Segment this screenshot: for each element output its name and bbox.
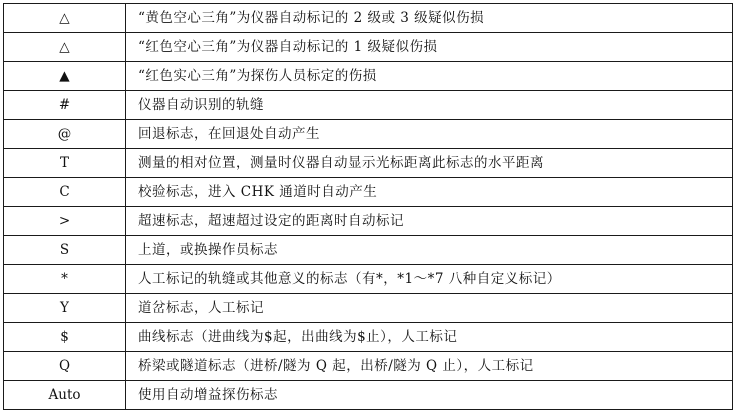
table-row	[4, 381, 733, 410]
table-row	[4, 265, 733, 294]
symbol-cell: ▲	[4, 62, 126, 91]
description-cell: “红色空心三角”为仪器自动标记的 1 级疑似伤损	[126, 33, 733, 62]
description-cell: 回退标志，在回退处自动产生	[126, 120, 733, 149]
description-cell: 测量的相对位置，测量时仪器自动显示光标距离此标志的水平距离	[126, 149, 733, 178]
table-row	[4, 352, 733, 381]
description-cell: 曲线标志（进曲线为$起，出曲线为$止），人工标记	[126, 323, 733, 352]
symbol-cell: $	[4, 323, 126, 352]
description-cell: 超速标志，超速超过设定的距离时自动标记	[126, 207, 733, 236]
table-row	[4, 207, 733, 236]
description-cell: “红色实心三角”为探伤人员标定的伤损	[126, 62, 733, 91]
description-cell: 道岔标志，人工标记	[126, 294, 733, 323]
description-cell: “黄色空心三角”为仪器自动标记的 2 级或 3 级疑似伤损	[126, 4, 733, 33]
description-cell: 仪器自动识别的轨缝	[126, 91, 733, 120]
symbol-cell: T	[4, 149, 126, 178]
symbol-legend-table	[3, 3, 733, 410]
table-row	[4, 294, 733, 323]
symbol-cell: Y	[4, 294, 126, 323]
symbol-cell: #	[4, 91, 126, 120]
symbol-cell: *	[4, 265, 126, 294]
table-row	[4, 323, 733, 352]
table-row	[4, 149, 733, 178]
symbol-cell: △	[4, 4, 126, 33]
symbol-cell: >	[4, 207, 126, 236]
table-row	[4, 62, 733, 91]
table-row	[4, 120, 733, 149]
table-row	[4, 178, 733, 207]
table-row	[4, 236, 733, 265]
symbol-cell: C	[4, 178, 126, 207]
table-row	[4, 33, 733, 62]
description-cell: 校验标志，进入 CHK 通道时自动产生	[126, 178, 733, 207]
description-cell: 桥梁或隧道标志（进桥/隧为 Q 起，出桥/隧为 Q 止），人工标记	[126, 352, 733, 381]
symbol-cell: Auto	[4, 381, 126, 410]
symbol-cell: Q	[4, 352, 126, 381]
description-cell: 上道，或换操作员标志	[126, 236, 733, 265]
symbol-cell: @	[4, 120, 126, 149]
table-row	[4, 91, 733, 120]
table-row	[4, 4, 733, 33]
symbol-cell: S	[4, 236, 126, 265]
description-cell: 人工标记的轨缝或其他意义的标志（有*，*1～*7 八种自定义标记）	[126, 265, 733, 294]
description-cell: 使用自动增益探伤标志	[126, 381, 733, 410]
symbol-cell: △	[4, 33, 126, 62]
